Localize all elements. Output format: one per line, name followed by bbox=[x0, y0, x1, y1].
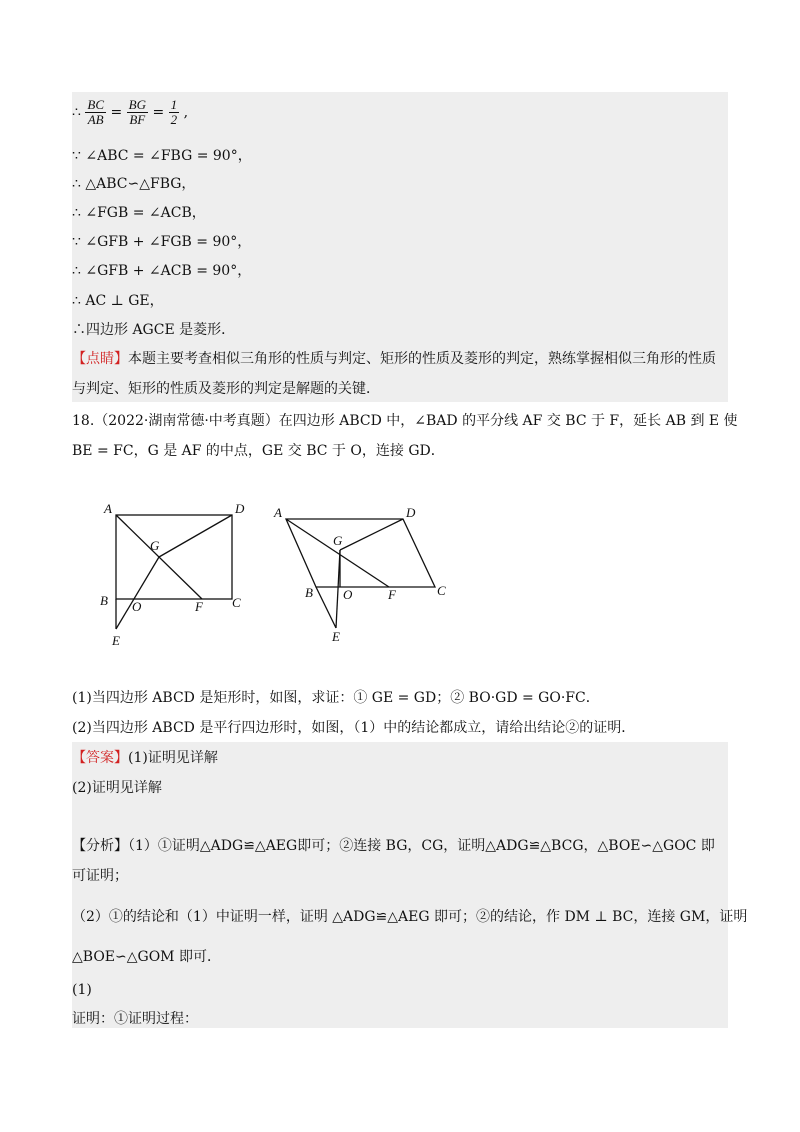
fig1-label-f: F bbox=[195, 599, 203, 614]
proof-line-7: ∴ AC ⊥ GE， bbox=[72, 293, 164, 309]
proof-line-8: ∴四边形 AGCE 是菱形． bbox=[72, 322, 236, 338]
fig1-label-a: A bbox=[104, 501, 112, 516]
fig2-label-c: C bbox=[437, 583, 446, 598]
fig1-label-g: G bbox=[150, 538, 160, 553]
answer-line-1: 【答案】(1)证明见详解 bbox=[72, 750, 218, 766]
question-18-line-2: BE = FC，G 是 AF 的中点，GE 交 BC 于 O，连接 GD． bbox=[72, 443, 445, 459]
fig2-label-e: E bbox=[332, 629, 340, 644]
fig1-label-d: D bbox=[235, 501, 245, 516]
analysis-line-5: (1) bbox=[72, 982, 92, 998]
proof-line-ratio: ∴ $\frac{BC}{AB}$ = $\frac{BG}{BF}$ = $\frac{1}{2}$ , bbox=[72, 97, 189, 127]
proof-line-4: ∴ ∠FGB = ∠ACB， bbox=[72, 205, 206, 221]
fig2-label-b: B bbox=[305, 585, 313, 600]
fig2-label-g: G bbox=[333, 533, 343, 548]
analysis-line-3: （2）①的结论和（1）中证明一样，证明 △ADG≌△AEG 即可；②的结论，作 DM ⊥ BC，连接 GM，证明 bbox=[72, 909, 748, 925]
answer-line-2: (2)证明见详解 bbox=[72, 780, 162, 796]
analysis-tag: 【分析】 bbox=[72, 838, 128, 854]
fig1-label-o: O bbox=[132, 599, 142, 614]
analysis-line-6: 证明：①证明过程： bbox=[72, 1011, 198, 1027]
proof-line-3: ∴ △ABC∽△FBG， bbox=[72, 176, 196, 192]
analysis-line-2: 可证明； bbox=[72, 868, 128, 884]
dianjing-line-1: 【点睛】本题主要考查相似三角形的性质与判定、矩形的性质及菱形的判定，熟练掌握相似三角形的性质 bbox=[72, 351, 716, 367]
proof-line-6: ∴ ∠GFB + ∠ACB = 90°， bbox=[72, 263, 252, 279]
fig2-label-d: D bbox=[406, 505, 416, 520]
fig1-label-c: C bbox=[232, 595, 241, 610]
proof-line-5: ∵ ∠GFB + ∠FGB = 90°， bbox=[72, 234, 252, 250]
fig1-label-b: B bbox=[100, 593, 108, 608]
question-18-line-1: 18.（2022·湖南常德·中考真题）在四边形 ABCD 中，∠BAD 的平分线 AF 交 BC 于 F，延长 AB 到 E 使 bbox=[72, 413, 738, 429]
fraction-bc-ab: $\frac{BC}{AB}$ bbox=[87, 97, 104, 127]
answer-tag: 【答案】 bbox=[72, 750, 128, 766]
proof-line-2: ∵ ∠ABC = ∠FBG = 90°， bbox=[72, 148, 252, 164]
question-part-1: (1)当四边形 ABCD 是矩形时，如图，求证：① GE = GD；② BO·GD = GO·FC． bbox=[72, 690, 600, 706]
fig2-label-o: O bbox=[343, 587, 353, 602]
dianjing-tag: 【点睛】 bbox=[72, 351, 128, 367]
fig2-label-a: A bbox=[274, 505, 282, 520]
fraction-bg-bf: $\frac{BG}{BF}$ bbox=[128, 97, 146, 127]
figure-rectangle bbox=[90, 495, 260, 655]
answer-block-background bbox=[72, 742, 728, 1028]
figure-parallelogram bbox=[265, 495, 465, 655]
fraction-one-half: $\frac{1}{2}$ bbox=[170, 97, 178, 127]
analysis-line-4: △BOE∽△GOM 即可． bbox=[72, 949, 221, 965]
dianjing-line-2: 与判定、矩形的性质及菱形的判定是解题的关键． bbox=[72, 381, 380, 397]
question-part-2: (2)当四边形 ABCD 是平行四边形时，如图，（1）中的结论都成立，请给出结论②的证明． bbox=[72, 720, 636, 736]
analysis-line-1: 【分析】（1）①证明△ADG≌△AEG即可；②连接 BG，CG，证明△ADG≌△BCG，△BOE∽△GOC 即 bbox=[72, 838, 715, 854]
fig2-label-f: F bbox=[388, 587, 396, 602]
fig1-label-e: E bbox=[112, 633, 120, 648]
